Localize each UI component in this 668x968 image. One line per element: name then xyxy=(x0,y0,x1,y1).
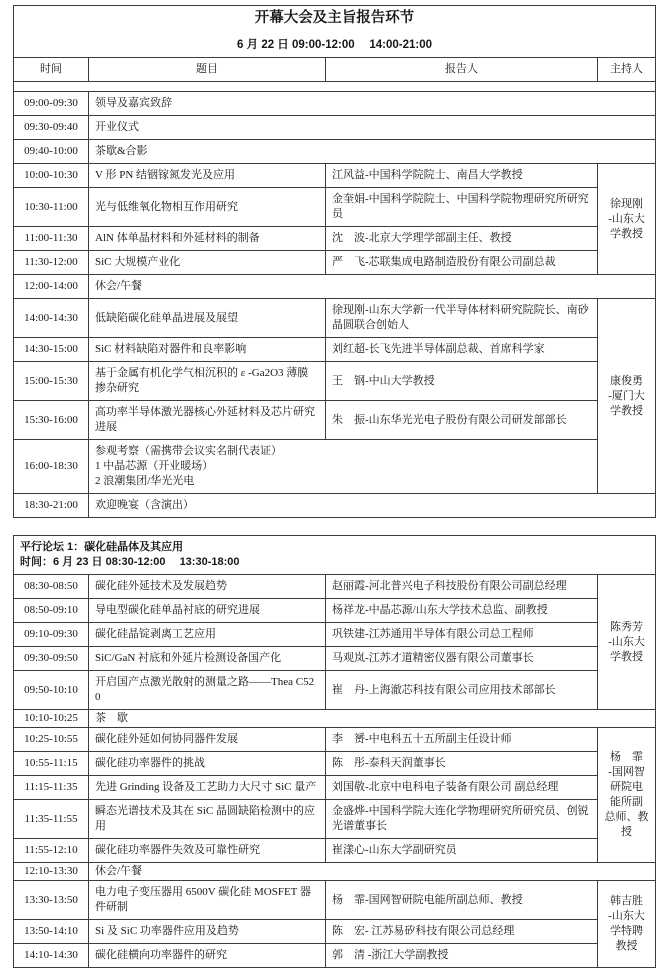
speaker-cell: 严 飞-芯联集成电路制造股份有限公司副总裁 xyxy=(326,251,598,275)
schedule-row xyxy=(14,863,656,881)
time-cell: 09:40-10:00 xyxy=(14,140,89,164)
topic-cell: SiC 大规模产业化 xyxy=(89,251,326,275)
speaker-cell: 沈 波-北京大学理学部副主任、教授 xyxy=(326,227,598,251)
schedule-row xyxy=(14,728,656,752)
time-cell: 13:50-14:10 xyxy=(14,920,89,944)
topic-cell: SiC/GaN 衬底和外延片检测设备国产化 xyxy=(89,647,326,671)
topic-cell: 碳化硅功率器件失效及可靠性研究 xyxy=(89,839,326,863)
topic-cell: 碳化硅晶锭剥离工艺应用 xyxy=(89,623,326,647)
schedule-row xyxy=(14,575,656,599)
time-cell: 09:00-09:30 xyxy=(14,92,89,116)
topic-cell: 碳化硅横向功率器件的研究 xyxy=(89,944,326,968)
speaker-cell: 王 钢-中山大学教授 xyxy=(326,362,598,401)
speaker-cell: 江风益-中国科学院院士、南昌大学教授 xyxy=(326,164,598,188)
time-cell: 15:30-16:00 xyxy=(14,401,89,440)
topic-cell: 瞬态光谱技术及其在 SiC 晶圆缺陷检测中的应用 xyxy=(89,800,326,839)
time-cell: 09:10-09:30 xyxy=(14,623,89,647)
topic-cell: 电力电子变压器用 6500V 碳化硅 MOSFET 器件研制 xyxy=(89,881,326,920)
speaker-cell: 赵丽霞-河北普兴电子科技股份有限公司副总经理 xyxy=(326,575,598,599)
topic-cell: SiC 材料缺陷对器件和良率影响 xyxy=(89,338,326,362)
topic-cell: 光与低维氧化物相互作用研究 xyxy=(89,188,326,227)
topic-cell: AlN 体单晶材料和外延材料的制备 xyxy=(89,227,326,251)
schedule-row xyxy=(14,881,656,920)
host-cell: 康俊勇 -厦门大 学教授 xyxy=(598,299,656,494)
time-cell: 14:30-15:00 xyxy=(14,338,89,362)
schedule-row xyxy=(14,800,656,839)
topic-cell: 低缺陷碳化硅单晶进展及展望 xyxy=(89,299,326,338)
speaker-cell: 金奎娟-中国科学院院士、中国科学院物理研究所研究员 xyxy=(326,188,598,227)
col-header-speaker: 报告人 xyxy=(326,58,598,82)
speaker-cell: 徐现刚-山东大学新一代半导体材料研究院院长、南砂晶圆联合创始人 xyxy=(326,299,598,338)
topic-cell: 碳化硅外延技术及发展趋势 xyxy=(89,575,326,599)
topic-cell: 开业仪式 xyxy=(89,116,656,140)
time-cell: 10:30-11:00 xyxy=(14,188,89,227)
speaker-cell: 崔漾心-山东大学副研究员 xyxy=(326,839,598,863)
schedule-row xyxy=(14,920,656,944)
time-cell: 14:10-14:30 xyxy=(14,944,89,968)
speaker-cell: 刘国敬-北京中电科电子装备有限公司 副总经理 xyxy=(326,776,598,800)
opening-title-cell xyxy=(14,6,656,58)
schedule-row xyxy=(14,440,656,494)
speaker-cell: 杨 霏-国网智研院电能所副总师、教授 xyxy=(326,881,598,920)
schedule-row xyxy=(14,362,656,401)
speaker-cell: 李 赟-中电科五十五所副主任设计师 xyxy=(326,728,598,752)
topic-cell: 休会/午餐 xyxy=(89,275,656,299)
topic-cell: 先进 Grinding 设备及工艺助力大尺寸 SiC 量产 xyxy=(89,776,326,800)
time-cell: 12:00-14:00 xyxy=(14,275,89,299)
time-cell: 15:00-15:30 xyxy=(14,362,89,401)
time-cell: 16:00-18:30 xyxy=(14,440,89,494)
topic-cell: V 形 PN 结铟镓氮发光及应用 xyxy=(89,164,326,188)
schedule-row xyxy=(14,188,656,227)
host-cell: 徐现刚 -山东大 学教授 xyxy=(598,164,656,275)
speaker-cell: 朱 振-山东华光光电子股份有限公司研发部部长 xyxy=(326,401,598,440)
host-cell: 杨 霏 -国网智 研院电 能所副 总师、教 授 xyxy=(598,728,656,863)
topic-cell: 高功率半导体激光器核心外延材料及芯片研究进展 xyxy=(89,401,326,440)
speaker-cell: 金盛烨-中国科学院大连化学物理研究所研究员、创锐光谱董事长 xyxy=(326,800,598,839)
topic-cell: 参观考察（需携带会议实名制代表证） 1 中晶芯源（开业暖场） 2 浪潮集团/华光光电 xyxy=(89,440,598,494)
spacer-row xyxy=(14,82,656,92)
time-cell: 11:35-11:55 xyxy=(14,800,89,839)
topic-cell: 碳化硅功率器件的挑战 xyxy=(89,752,326,776)
schedule-row xyxy=(14,710,656,728)
topic-cell: 休会/午餐 xyxy=(89,863,656,881)
schedule-row xyxy=(14,164,656,188)
speaker-cell: 刘红超-长飞先进半导体副总裁、首席科学家 xyxy=(326,338,598,362)
time-cell: 10:25-10:55 xyxy=(14,728,89,752)
opening-session-table xyxy=(13,5,656,518)
time-cell: 11:30-12:00 xyxy=(14,251,89,275)
session-datetime: 6 月 22 日 09:00-12:00 14:00-21:00 xyxy=(237,39,433,51)
time-cell: 12:10-13:30 xyxy=(14,863,89,881)
schedule-row xyxy=(14,752,656,776)
parallel-forum-table xyxy=(13,535,656,968)
topic-cell: 导电型碳化硅单晶衬底的研究进展 xyxy=(89,599,326,623)
speaker-cell: 陈 彤-泰科天润董事长 xyxy=(326,752,598,776)
session-title: 开幕大会及主旨报告环节 xyxy=(254,10,415,26)
speaker-cell: 崔 丹-上海澈芯科技有限公司应用技术部部长 xyxy=(326,671,598,710)
col-header-host: 主持人 xyxy=(598,58,656,82)
schedule-row xyxy=(14,92,656,116)
host-cell: 韩吉胜 -山东大 学特聘 教授 xyxy=(598,881,656,968)
schedule-row xyxy=(14,671,656,710)
speaker-cell: 巩铁建-江苏通用半导体有限公司总工程师 xyxy=(326,623,598,647)
time-cell: 10:00-10:30 xyxy=(14,164,89,188)
col-header-time: 时间 xyxy=(14,58,89,82)
schedule-row xyxy=(14,251,656,275)
column-header-row xyxy=(14,58,656,82)
schedule-row xyxy=(14,944,656,968)
schedule-row xyxy=(14,140,656,164)
schedule-row xyxy=(14,647,656,671)
time-cell: 11:55-12:10 xyxy=(14,839,89,863)
speaker-cell: 马观岚-江苏才道精密仪器有限公司董事长 xyxy=(326,647,598,671)
time-cell: 11:00-11:30 xyxy=(14,227,89,251)
topic-cell: Si 及 SiC 功率器件应用及趋势 xyxy=(89,920,326,944)
speaker-cell: 杨祥龙-中晶芯源/山东大学技术总监、副教授 xyxy=(326,599,598,623)
time-cell: 09:30-09:40 xyxy=(14,116,89,140)
schedule-row xyxy=(14,623,656,647)
schedule-row xyxy=(14,227,656,251)
time-cell: 10:55-11:15 xyxy=(14,752,89,776)
speaker-cell: 陈 宏- 江苏易矽科技有限公司总经理 xyxy=(326,920,598,944)
schedule-row xyxy=(14,338,656,362)
forum-datetime: 时间：6 月 23 日 08:30-12:00 13:30-18:00 xyxy=(20,556,240,568)
time-cell: 11:15-11:35 xyxy=(14,776,89,800)
schedule-row xyxy=(14,275,656,299)
host-cell: 陈秀芳 -山东大 学教授 xyxy=(598,575,656,710)
schedule-row xyxy=(14,401,656,440)
topic-cell: 茶 歇 xyxy=(89,710,656,728)
col-header-topic: 题目 xyxy=(89,58,326,82)
topic-cell: 碳化硅外延如何协同器件发展 xyxy=(89,728,326,752)
topic-cell: 茶歇&合影 xyxy=(89,140,656,164)
time-cell: 18:30-21:00 xyxy=(14,494,89,518)
forum-title-row xyxy=(14,536,656,575)
time-cell: 10:10-10:25 xyxy=(14,710,89,728)
speaker-cell: 郭 清 -浙江大学副教授 xyxy=(326,944,598,968)
schedule-row xyxy=(14,839,656,863)
schedule-row xyxy=(14,116,656,140)
schedule-row xyxy=(14,599,656,623)
time-cell: 08:30-08:50 xyxy=(14,575,89,599)
forum-title: 平行论坛 1：碳化硅晶体及其应用 xyxy=(20,541,184,553)
time-cell: 09:50-10:10 xyxy=(14,671,89,710)
schedule-row xyxy=(14,299,656,338)
topic-cell: 基于金属有机化学气相沉积的 ε -Ga2O3 薄膜掺杂研究 xyxy=(89,362,326,401)
schedule-row xyxy=(14,494,656,518)
time-cell: 08:50-09:10 xyxy=(14,599,89,623)
opening-title-row xyxy=(14,6,656,58)
forum-title-cell xyxy=(14,536,656,575)
schedule-row xyxy=(14,776,656,800)
topic-cell: 开启国产点激光散射的测量之路——Thea C520 xyxy=(89,671,326,710)
topic-cell: 欢迎晚宴（含演出） xyxy=(89,494,656,518)
topic-cell: 领导及嘉宾致辞 xyxy=(89,92,656,116)
time-cell: 14:00-14:30 xyxy=(14,299,89,338)
spacer-cell xyxy=(14,82,656,92)
time-cell: 09:30-09:50 xyxy=(14,647,89,671)
time-cell: 13:30-13:50 xyxy=(14,881,89,920)
